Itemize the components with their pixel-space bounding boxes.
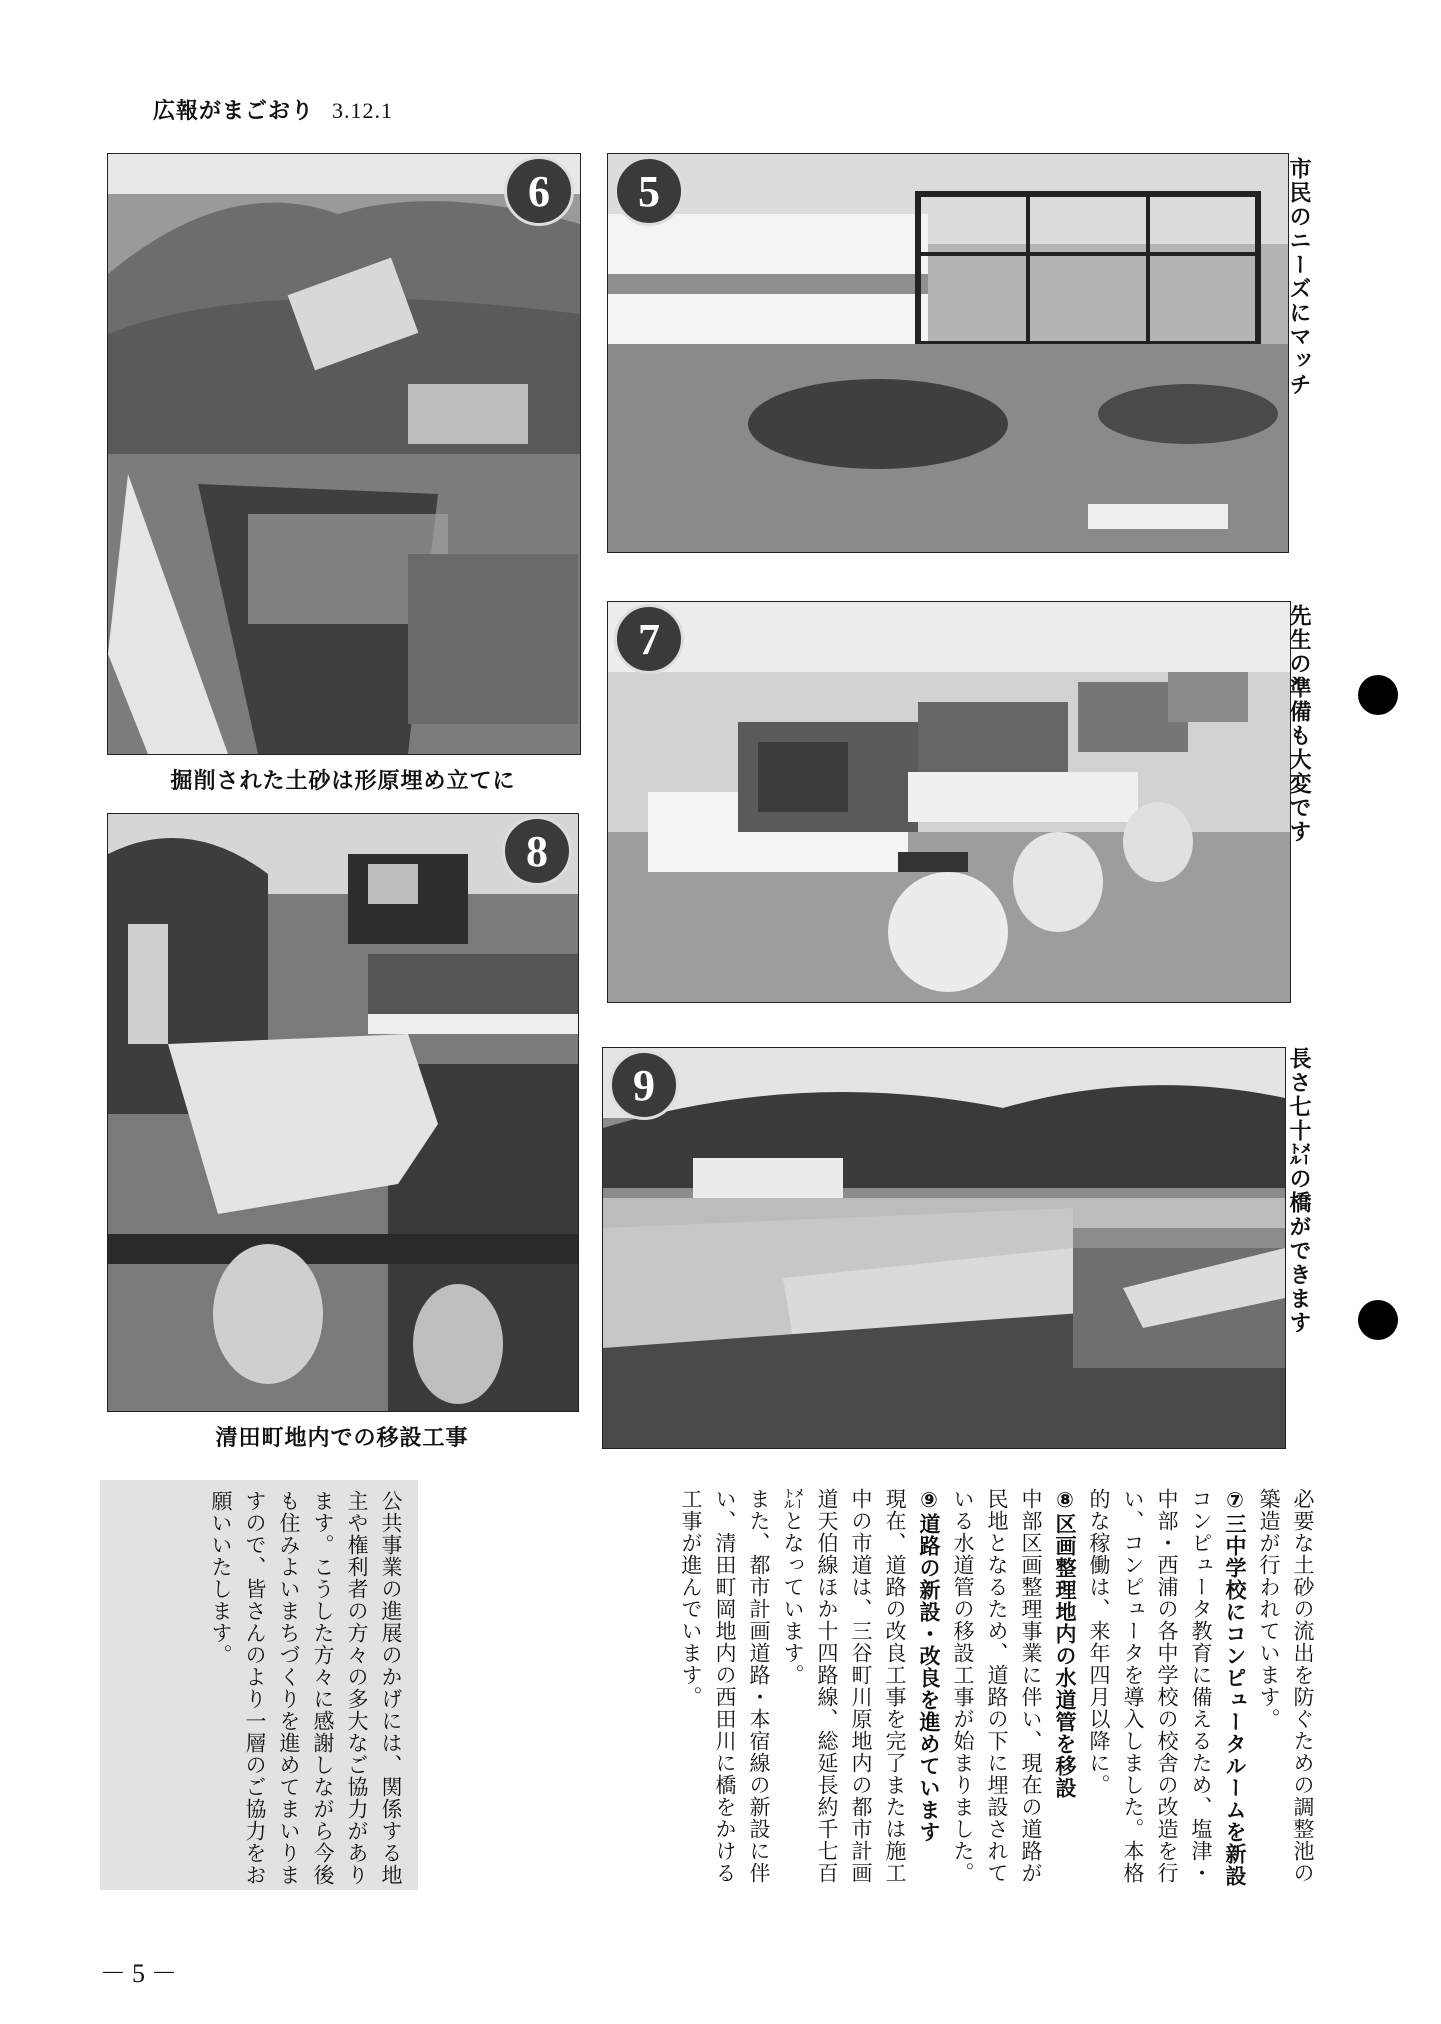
newsletter-title: 広報がまごおり [153,99,315,124]
photo-7-computer-room [607,601,1291,1003]
photo-5-school [607,153,1289,553]
photo-6-caption: 掘削された土砂は形原埋め立てに [170,769,516,794]
photo-7-caption: 先生の準備も大変です [1286,604,1311,844]
photo-5-caption: 市民のニーズにマッチ [1286,157,1311,397]
section-9-body-2: また、都市計画道路・本宿線の新設に伴い、清田町岡地内の西田川に橋をかける工事が進んでいます。 [679,1488,771,1884]
bridge-image [603,1048,1285,1448]
page-header [153,94,393,125]
photo-number-badge: 7 [614,604,684,674]
photo-8-pipe-relocation [107,813,579,1412]
photo-number-badge: 5 [614,156,684,226]
school-image [608,154,1288,552]
photo-number-badge: 8 [502,816,572,886]
section-7-body: コンピュータ教育に備えるため、塩津・中部・西浦の各中学校の校舎の改造を行い、コンピュータを導入しました。本格的な稼働は、来年四月以降に。 [1087,1488,1213,1884]
note-text: 公共事業の進展のかげには、関係する地主や権利者の方々の多大なご協力があります。こうした方々に感謝しながら今後も住みよいまちづくりを進めてまいりますので、皆さんのより一層のご協力をお願いいたします。 [209,1490,403,1886]
section-8-heading: ⑧区画整理地内の水道管を移設 [1053,1488,1077,1799]
decorative-dot [1358,675,1398,715]
article-body [430,1488,1320,1888]
section-7-heading: ⑦三中学校にコンピュータルームを新設 [1223,1488,1247,1887]
photo-9-bridge [602,1047,1286,1449]
photo-number-badge: 9 [609,1050,679,1120]
photo-number-badge: 6 [504,156,574,226]
section-9-body-1: 現在、道路の改良工事を完了または施工中の市道は、三谷町川原地内の都市計画道天伯線ほか十四路線、総延長約千七百㍍となっています。 [781,1488,907,1884]
section-9-heading: ⑨道路の新設・改良を進めています [917,1488,941,1843]
article-intro: 必要な土砂の流出を防ぐための調整池の築造が行われています。 [1257,1488,1315,1884]
photo-9-caption: 長さ七十㍍の橋ができます [1286,1047,1311,1335]
issue-date: 3.12.1 [332,98,394,123]
computer-room-image [608,602,1290,1002]
photo-6-excavation [107,153,581,755]
excavation-image [108,154,580,754]
pipe-relocation-image [108,814,578,1411]
section-8-body: 中部区画整理事業に伴い、現在の道路が民地となるため、道路の下に埋設されている水道管の移設工事が始まりました。 [951,1488,1043,1884]
page-number: －5－ [100,1959,184,1988]
decorative-dot [1358,1300,1398,1340]
photo-8-caption: 清田町地内での移設工事 [215,1426,469,1451]
